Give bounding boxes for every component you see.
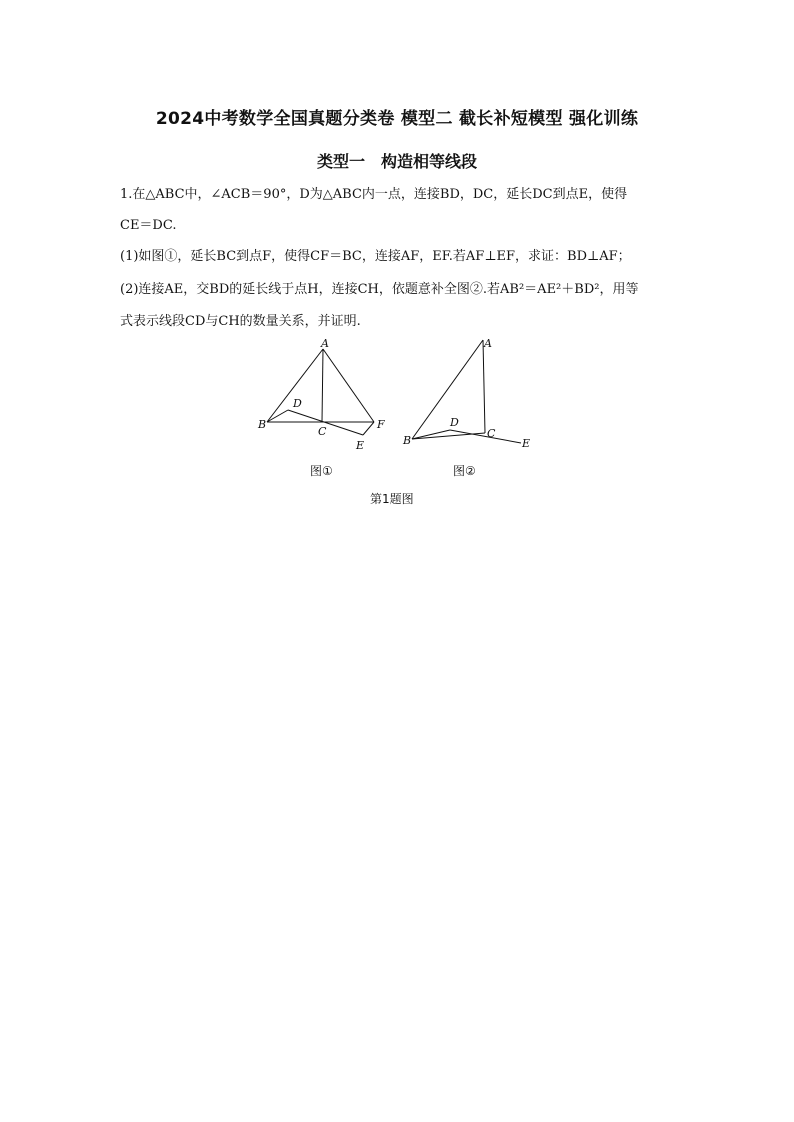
- fig1-label-a: A: [321, 337, 329, 350]
- problem-line-4: (2)连接AE，交BD的延长线于点H，连接CH，依题意补全图②.若AB²＝AE²＋BD²，用等: [120, 282, 639, 297]
- page-title: 2024中考数学全国真题分类卷 模型二 截长补短模型 强化训练: [155, 109, 639, 129]
- fig1-label-f: F: [377, 418, 385, 431]
- fig2-label-d: D: [450, 416, 459, 429]
- geometry-figures: [255, 335, 555, 460]
- fig1-label-c: C: [318, 425, 327, 438]
- section-subtitle: 类型一 构造相等线段: [316, 152, 477, 171]
- fig1-label-e: E: [356, 439, 365, 452]
- figures-caption: 第1题图: [370, 492, 414, 506]
- problem-line-1: 1.在△ABC中，∠ACB＝90°，D为△ABC内一点，连接BD，DC，延长DC到点E，使得: [120, 187, 628, 202]
- fig1-label-b: B: [258, 418, 267, 431]
- fig2-label-b: B: [403, 434, 412, 447]
- problem-line-2: CE＝DC.: [120, 218, 177, 233]
- figure-1: [267, 349, 374, 435]
- figure-2-caption: 图②: [453, 464, 476, 478]
- problem-line-3: (1)如图①，延长BC到点F，使得CF＝BC，连接AF，EF.若AF⊥EF，求证：BD⊥AF；: [120, 249, 631, 264]
- problem-line-5: 式表示线段CD与CH的数量关系，并证明.: [120, 314, 361, 329]
- fig2-label-e: E: [522, 437, 531, 450]
- fig2-label-c: C: [487, 427, 496, 440]
- fig2-label-a: A: [484, 337, 492, 350]
- fig1-label-d: D: [293, 397, 302, 410]
- figure-2: [412, 340, 521, 443]
- figure-1-caption: 图①: [310, 464, 333, 478]
